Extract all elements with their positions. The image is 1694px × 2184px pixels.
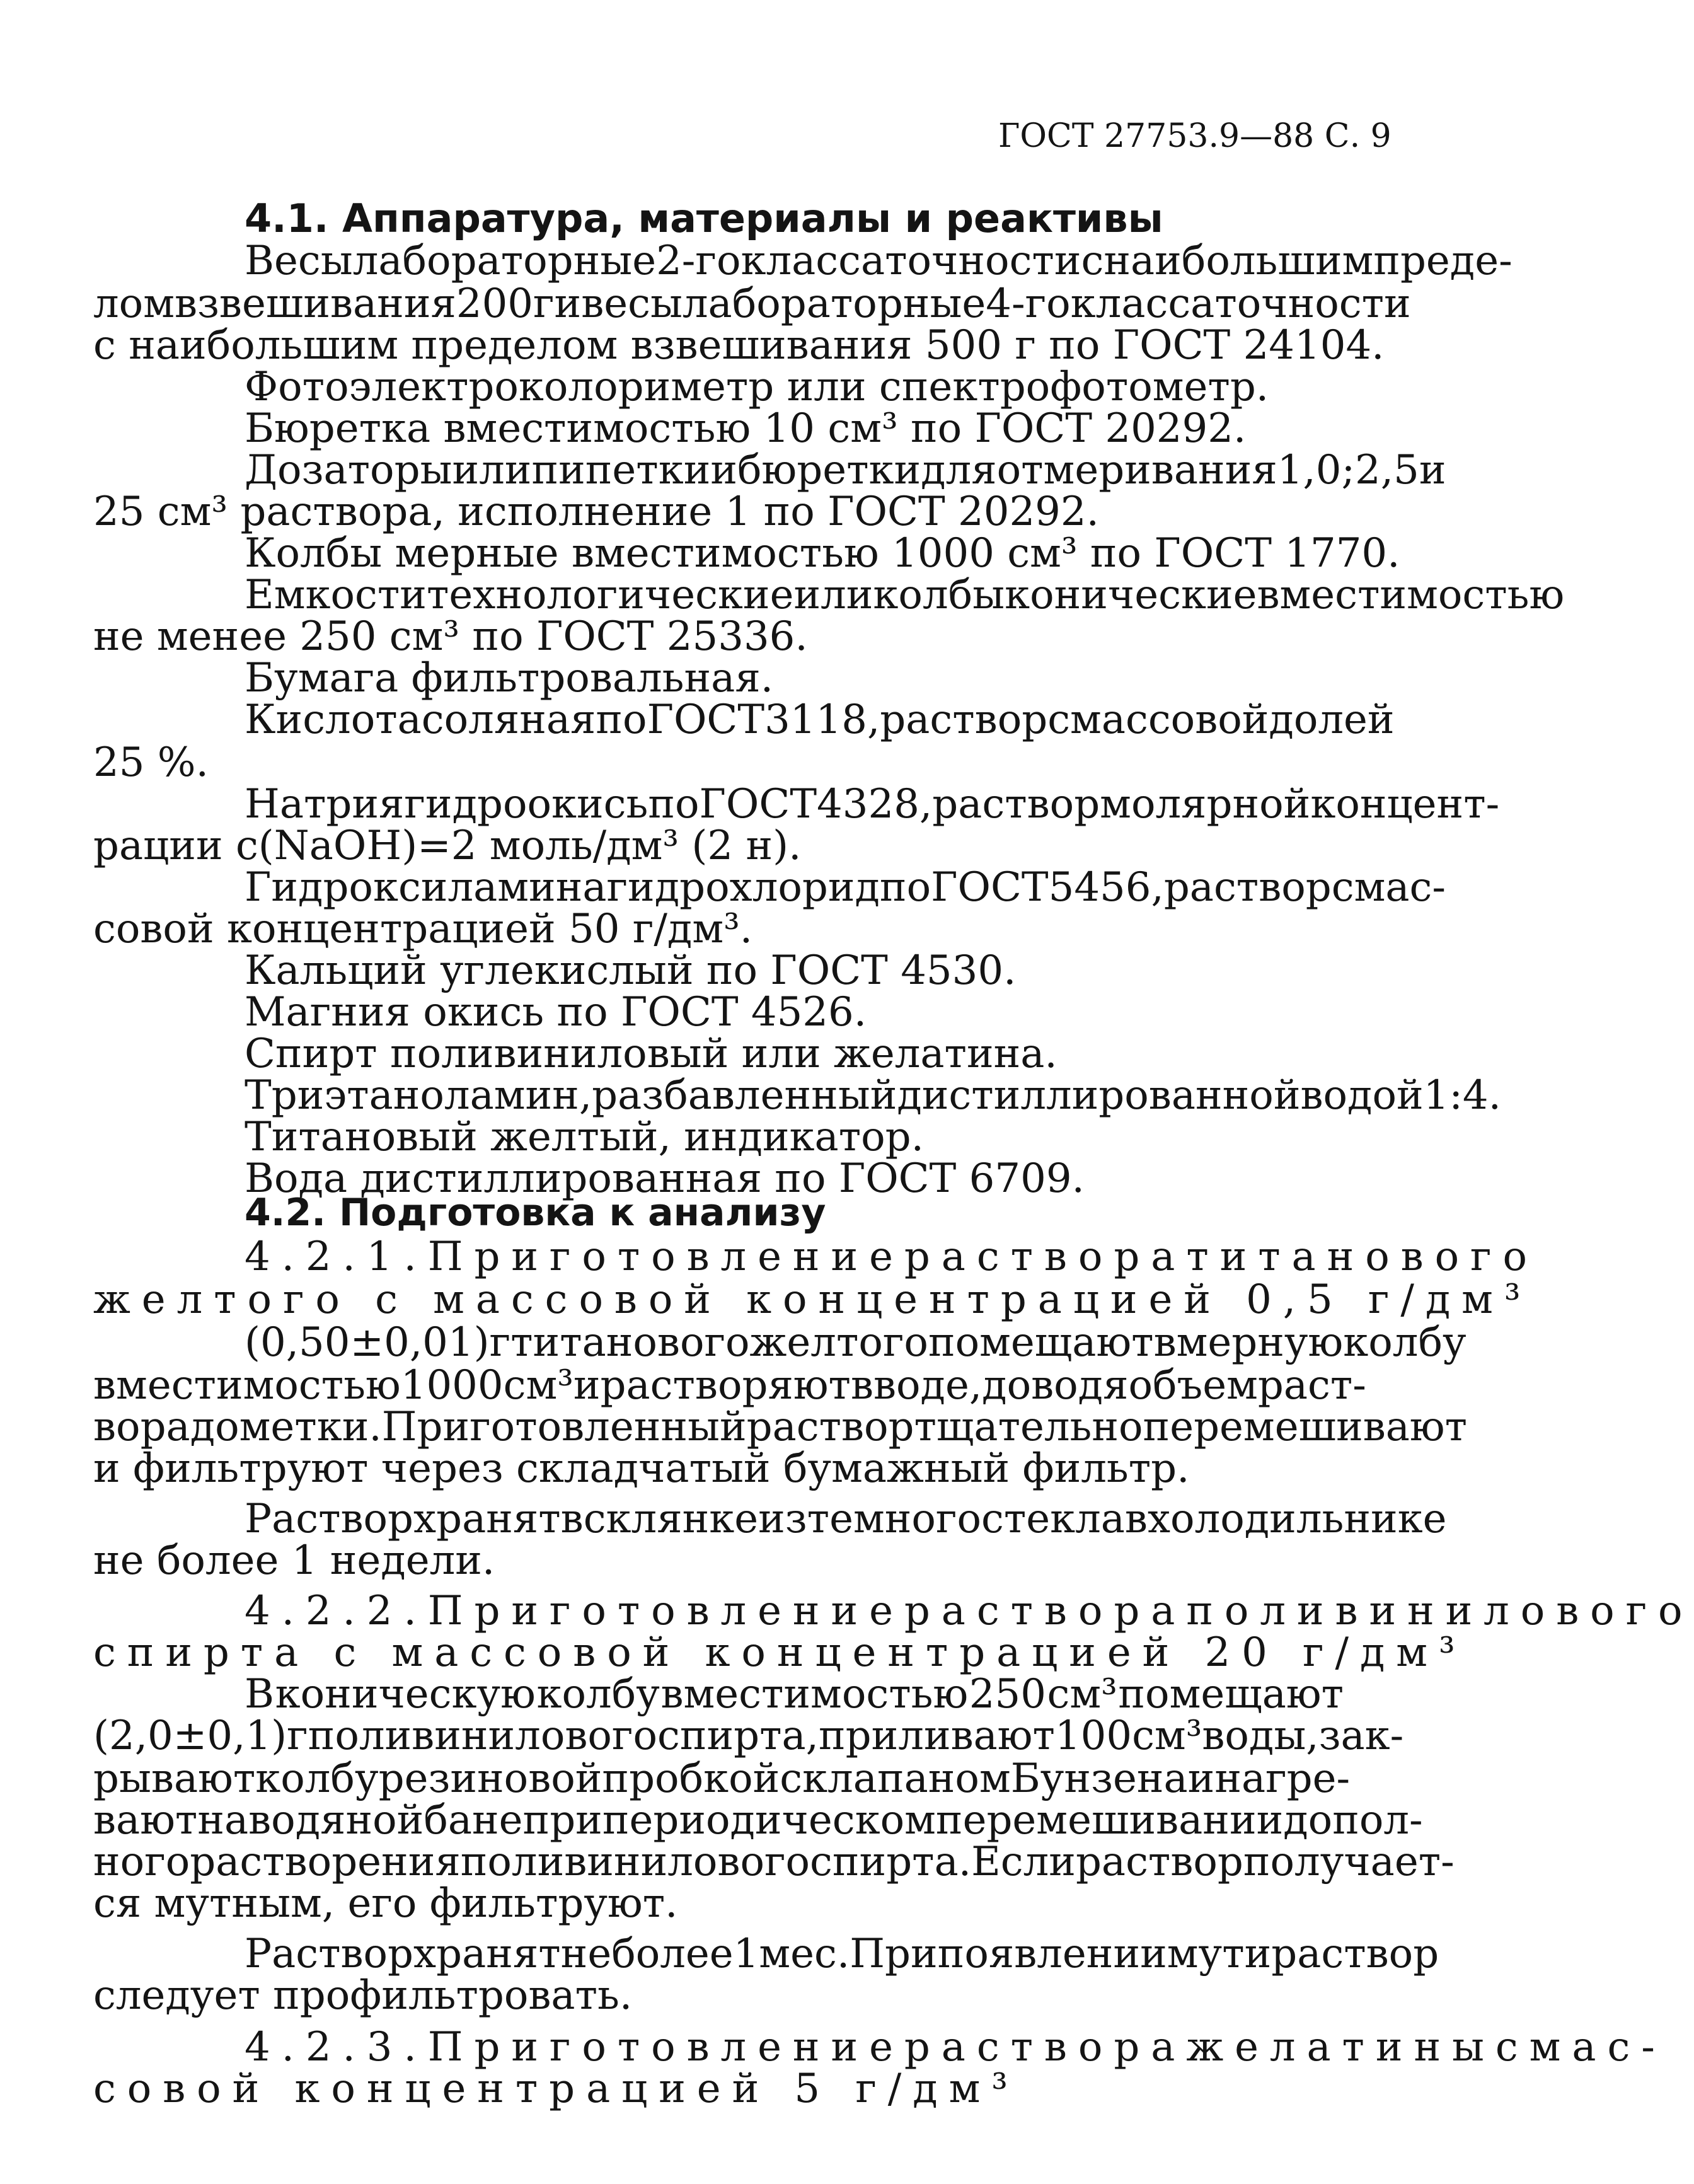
page-header: ГОСТ 27753.9—88 С. 9 bbox=[998, 117, 1392, 155]
text-line: вают на водяной бане при периодическом перемешивании до пол- bbox=[93, 1797, 1423, 1844]
text-line: 25 см³ раствора, исполнение 1 по ГОСТ 20292. bbox=[93, 488, 1099, 535]
text-line: Емкости технологические или колбы конические вместимостью bbox=[245, 572, 1565, 618]
text-line: не менее 250 см³ по ГОСТ 25336. bbox=[93, 613, 808, 660]
text-line: Раствор хранят в склянке из темного стекла в холодильнике bbox=[245, 1496, 1447, 1542]
text-line: желтого с массовой концентрацией 0,5 г/дм³ bbox=[93, 1276, 1532, 1323]
text-line: 25 %. bbox=[93, 739, 209, 786]
text-line: рации c(NaOH)=2 моль/дм³ (2 н). bbox=[93, 823, 802, 869]
text-line: 4.2.3. Приготовление раствора желатины с мас- bbox=[245, 2024, 1666, 2071]
text-line: не более 1 недели. bbox=[93, 1537, 495, 1584]
text-line: ного растворения поливинилового спирта. Если раствор получает- bbox=[93, 1839, 1455, 1885]
text-line: вместимостью 1000 см³ и растворяют в воде, доводя объем раст- bbox=[93, 1362, 1366, 1409]
text-line: Кальций углекислый по ГОСТ 4530. bbox=[245, 947, 1017, 994]
text-line: лом взвешивания 200 г и весы лабораторные 4-го класса точности bbox=[93, 280, 1411, 327]
text-line: Вода дистиллированная по ГОСТ 6709. bbox=[245, 1155, 1085, 1202]
text-line: 4.2.1. Приготовление раствора титанового bbox=[245, 1234, 1538, 1280]
text-line: Бюретка вместимостью 10 см³ по ГОСТ 20292. bbox=[245, 405, 1247, 452]
text-line: ся мутным, его фильтруют. bbox=[93, 1880, 678, 1927]
text-line: с наибольшим пределом взвешивания 500 г по ГОСТ 24104. bbox=[93, 322, 1385, 369]
text-line: Дозаторы или пипетки и бюретки для отмеривания 1,0; 2,5 и bbox=[245, 447, 1446, 494]
section-heading: 4.2. Подготовка к анализу bbox=[245, 1191, 826, 1235]
text-line: рывают колбу резиновой пробкой с клапаном Бунзена и нагре- bbox=[93, 1755, 1351, 1802]
text-line: (2,0±0,1) г поливинилового спирта, приливают 100 см³ воды, зак- bbox=[93, 1713, 1404, 1759]
text-line: 4.2.2. Приготовление раствора поливинилового bbox=[245, 1588, 1694, 1634]
text-line: спирта с массовой концентрацией 20 г/дм³ bbox=[93, 1629, 1466, 1676]
text-line: Триэтаноламин, разбавленный дистиллированной водой 1:4. bbox=[245, 1072, 1501, 1119]
text-line: и фильтруют через складчатый бумажный фильтр. bbox=[93, 1445, 1190, 1492]
text-line: В коническую колбу вместимостью 250 см³ помещают bbox=[245, 1671, 1344, 1718]
text-line: Натрия гидроокись по ГОСТ 4328, раствор молярной концент- bbox=[245, 781, 1500, 828]
text-line: Кислота соляная по ГОСТ 3118, раствор с массовой долей bbox=[245, 696, 1395, 743]
text-line: Весы лабораторные 2-го класса точности с наибольшим преде- bbox=[245, 238, 1512, 284]
text-line: Колбы мерные вместимостью 1000 см³ по ГОСТ 1770. bbox=[245, 530, 1400, 577]
section-heading: 4.1. Аппаратура, материалы и реактивы bbox=[245, 195, 1163, 241]
text-line: совой концентрацией 5 г/дм³ bbox=[93, 2066, 1019, 2112]
text-line: Фотоэлектроколориметр или спектрофотометр. bbox=[245, 364, 1269, 410]
text-line: следует профильтровать. bbox=[93, 1972, 633, 2019]
text-line: Титановый желтый, индикатор. bbox=[245, 1114, 924, 1160]
text-line: Гидроксиламина гидрохлорид по ГОСТ 5456, раствор с мас- bbox=[245, 864, 1446, 911]
text-line: (0,50±0,01) г титанового желтого помещают в мерную колбу bbox=[245, 1319, 1466, 1366]
text-line: совой концентрацией 50 г/дм³. bbox=[93, 906, 753, 952]
text-line: Бумага фильтровальная. bbox=[245, 655, 774, 702]
text-line: Раствор хранят не более 1 мес. При появлении мути раствор bbox=[245, 1931, 1439, 1977]
text-line: Магния окись по ГОСТ 4526. bbox=[245, 989, 867, 1036]
text-line: вора до метки. Приготовленный раствор тщательно перемешивают bbox=[93, 1404, 1468, 1450]
text-line: Спирт поливиниловый или желатина. bbox=[245, 1031, 1057, 1077]
